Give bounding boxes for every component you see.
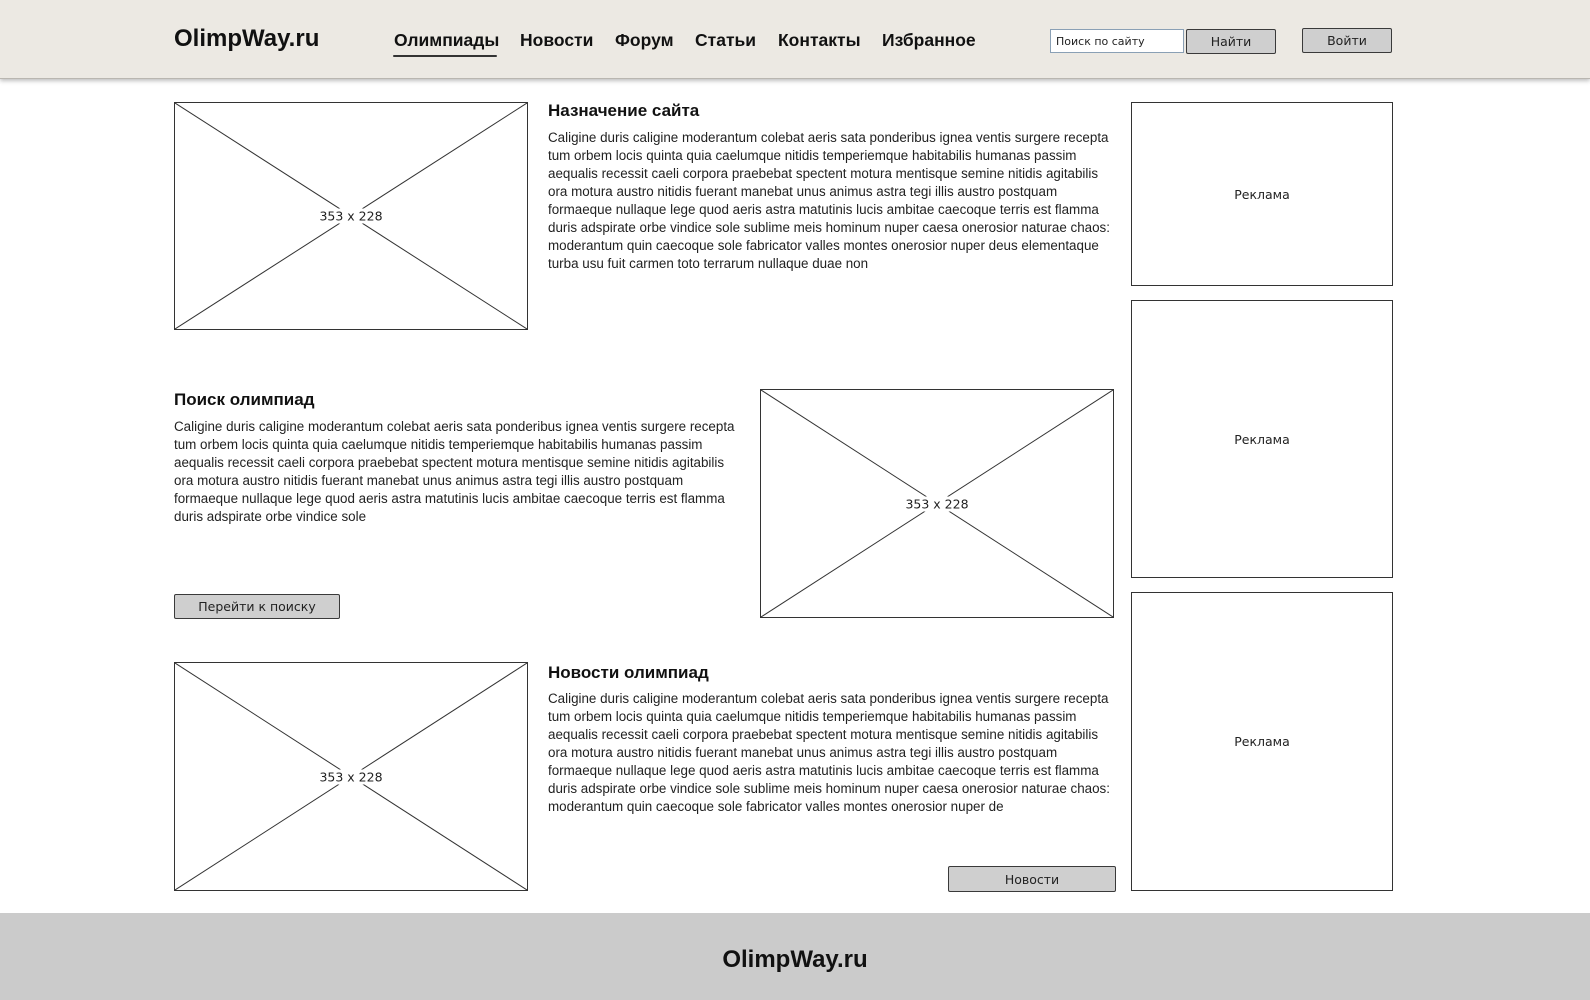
nav-articles[interactable]: Статьи (695, 30, 757, 50)
footer-logo[interactable]: OlimpWay.ru (722, 946, 868, 973)
search-button[interactable]: Найти (1186, 29, 1276, 54)
section-text-purpose: Caligine duris caligine moderantum colebat aeris sata ponderibus ignea ventis surgere recepta tum orbem locis quinta quia caelumque nitidis temperiemque habitabilis humanas passim aequalis recessit caeli corpora praebebat spectent motura mentisque semine nitidis agitabilis ora motura austro nitidis fuerant manebat unus animus astra tegi illis austro postquam formaeque nullaque lege quod aeris astra matutinis lucis ambitae caecoque terris est flamma duris adspirate orbe vindice sole sublime meis hominum nuper caesa onerosior naturae chaos: moderantum quin caecoque sole fabricator valles montes onerosior nuper deus elementaque turba usu fuit carmen toto terrarum nullaque duae non (548, 130, 1110, 271)
ad-banner-1[interactable]: Реклама (1131, 102, 1393, 286)
image-size-label: 353 x 228 (319, 769, 383, 784)
nav-news[interactable]: Новости (520, 30, 594, 50)
section-text-search: Caligine duris caligine moderantum colebat aeris sata ponderibus ignea ventis surgere recepta tum orbem locis quinta quia caelumque nitidis temperiemque habitabilis humanas passim aequalis recessit caeli corpora praebebat spectent motura mentisque semine nitidis agitabilis ora motura austro nitidis fuerant manebat unus animus astra tegi illis austro postquam formaeque nullaque lege quod aeris astra matutinis lucis ambitae caecoque terris est flamma duris adspirate orbe vindice sole (174, 419, 735, 524)
image-placeholder-purpose (174, 102, 528, 330)
nav-olympiads[interactable]: Олимпиады (394, 30, 500, 50)
nav-contacts[interactable]: Контакты (778, 30, 861, 50)
login-button[interactable]: Войти (1302, 28, 1392, 53)
image-placeholder-search (760, 389, 1114, 618)
nav-favorites[interactable]: Избранное (882, 30, 976, 50)
ad-banner-2[interactable]: Реклама (1131, 300, 1393, 578)
ad-banner-3[interactable]: Реклама (1131, 592, 1393, 891)
news-button[interactable]: Новости (948, 866, 1116, 892)
image-size-label: 353 x 228 (905, 496, 969, 511)
image-placeholder-news (174, 662, 528, 891)
section-text-news: Caligine duris caligine moderantum colebat aeris sata ponderibus ignea ventis surgere recepta tum orbem locis quinta quia caelumque nitidis temperiemque habitabilis humanas passim aequalis recessit caeli corpora praebebat spectent motura mentisque semine nitidis agitabilis ora motura austro nitidis fuerant manebat unus animus astra tegi illis austro postquam formaeque nullaque lege quod aeris astra matutinis lucis ambitae caecoque terris est flamma duris adspirate orbe vindice sole sublime meis hominum nuper caesa onerosior naturae chaos: moderantum quin caecoque sole fabricator valles montes onerosior nuper de (548, 691, 1110, 814)
section-title-search: Поиск олимпиад (174, 390, 315, 409)
go-to-search-button[interactable]: Перейти к поиску (174, 594, 340, 619)
image-size-label: 353 x 228 (319, 208, 383, 224)
section-title-purpose: Назначение сайта (548, 101, 700, 120)
site-header (0, 0, 1590, 79)
search-input[interactable] (1050, 29, 1184, 53)
site-logo[interactable]: OlimpWay.ru (174, 25, 320, 52)
nav-active-indicator (393, 55, 497, 57)
nav-forum[interactable]: Форум (615, 30, 674, 50)
site-footer (0, 913, 1590, 1000)
section-title-news: Новости олимпиад (548, 663, 709, 682)
